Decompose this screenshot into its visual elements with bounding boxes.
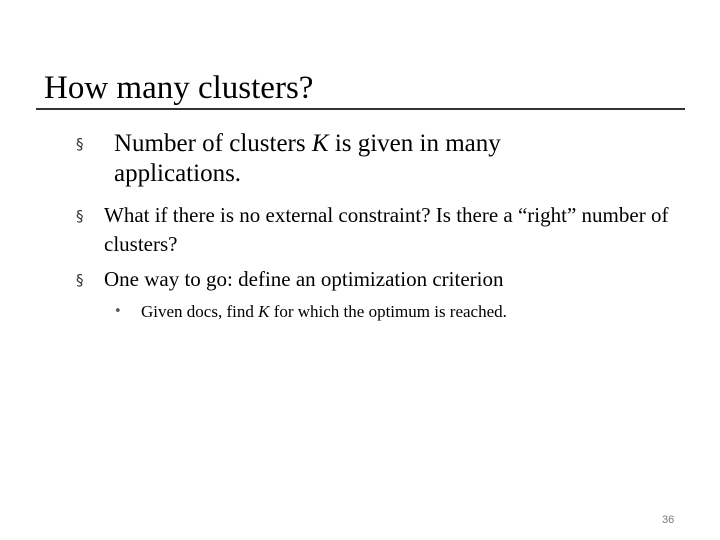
bullet-item <box>76 129 596 189</box>
bullet-text: One way to go: define an optimization criterion <box>104 267 504 291</box>
variable-k: K <box>258 302 270 321</box>
page-number: 36 <box>662 514 675 526</box>
sub-bullet-item <box>114 300 674 324</box>
sub-bullet-text: Given docs, find K for which the optimum is reached. <box>141 302 507 321</box>
title-divider <box>36 108 685 110</box>
section-bullet-icon: § <box>76 135 84 153</box>
section-bullet-icon: § <box>76 271 84 289</box>
bullet-item <box>76 265 676 294</box>
variable-k: K <box>311 130 329 157</box>
slide-title: How many clusters? <box>44 70 314 106</box>
section-bullet-icon: § <box>76 207 84 225</box>
bullet-text: What if there is no external constraint? Is there a “right” number of clusters? <box>104 203 669 256</box>
dot-bullet-icon: • <box>114 304 122 319</box>
bullet-item <box>76 201 676 259</box>
bullet-text: Number of clusters K is given in many applications. <box>114 130 501 187</box>
